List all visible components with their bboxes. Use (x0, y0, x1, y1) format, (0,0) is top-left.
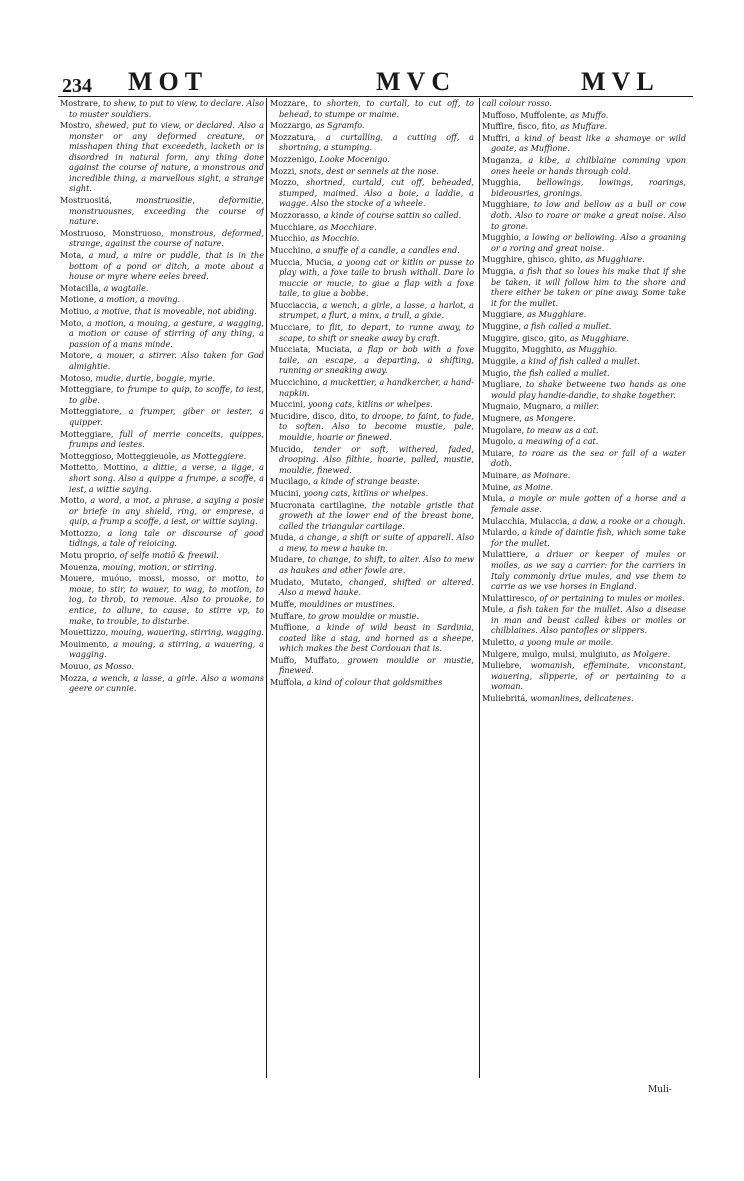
headword: Mulacchia, Mulaccia, (482, 515, 570, 526)
headword: Muffri, (482, 132, 511, 143)
dictionary-entry (60, 627, 264, 638)
dictionary-entry (270, 132, 474, 153)
definition: shortned, curtald, cut off, beheaded, stumped, maimed. Also a boie, a laddie, a wagge. Also the stocke of a wheele. (279, 177, 474, 209)
headword: Mule, (482, 604, 506, 615)
dictionary-entry (270, 622, 474, 654)
dictionary-entry (482, 637, 686, 648)
definition: to flit, to depart, to runne away, to scape, to shift or sneake away by craft. (279, 322, 474, 343)
definition: a flap or bob with a foxe taile, an escape, a departing, a shifting, running or sneaking away. (279, 344, 474, 376)
dictionary-entry (482, 379, 686, 400)
headword: Muganza, (482, 155, 523, 166)
headword: Mugghire, ghisco, ghito, (482, 254, 583, 265)
dictionary-entry (482, 604, 686, 636)
headword: Mostruoso, Monstruoso, (60, 227, 164, 238)
headword: Muffoso, Muffolente, (482, 109, 568, 120)
dictionary-entry (482, 660, 686, 692)
headword: Mugnere, (482, 413, 522, 423)
definition: as Muffare. (557, 121, 608, 132)
headword: Mucronata cartilagine, (270, 499, 367, 510)
header-center-guide-word: MVC (376, 67, 457, 96)
definition: bellowings, lowings, roarings, bideousries, gronings. (491, 177, 686, 198)
definition: a kind of colour that goldsmithes (304, 677, 443, 688)
dictionary-entry (270, 554, 474, 575)
dictionary-entry (60, 195, 264, 227)
definition: a fish taken for the mullet. Also a disease in man and beast called kibes or moiles or chilblaines. Also pantofles or slippers. (491, 604, 686, 636)
headword: Mugghia, (482, 177, 522, 188)
definition: shewed, put to view, or declared. Also a monster or any deformed creature, or misshapen thing that exceedeth, lacketh or is disordred in natural form, any thing done against the course of nature, a monstrous and incredible thing, a marvellous sight, a strange sight. (69, 120, 264, 194)
headword: Mucchio, (270, 233, 308, 244)
entry-columns (60, 98, 694, 1078)
dictionary-entry (482, 593, 686, 604)
dictionary-entry (60, 451, 264, 462)
dictionary-entry (60, 462, 264, 494)
definition: yoong cats, kitlins or whelpes. (305, 399, 433, 410)
headword: Mudare, (270, 554, 305, 565)
headword: Mugio, (482, 367, 511, 378)
headword: Mugliare, (482, 379, 522, 390)
definition: a kind of beast like a shamoye or wild goate, as Muffione. (491, 132, 686, 154)
headword: Motto, (60, 495, 88, 506)
definition: as Mocchio. (307, 233, 360, 244)
dictionary-entry (270, 411, 474, 443)
definition: a kinde of wild beast in Sardinia, coated like a stag, and horned as a sheepe, which makes the best Cordouan that is. (279, 622, 474, 654)
headword: Motteggiare, (60, 384, 114, 395)
dictionary-entry (60, 373, 264, 384)
headword: Mulardo, (482, 527, 520, 538)
headword: Mugolare, (482, 424, 525, 435)
headword: Muine, (482, 481, 511, 492)
dictionary-entry (60, 550, 264, 561)
dictionary-entry (482, 98, 686, 109)
definition: as Molgere. (619, 648, 671, 659)
definition: a kinde of course sattin so called. (321, 210, 462, 221)
dictionary-entry (482, 527, 686, 548)
dictionary-entry (270, 222, 474, 233)
definition: call colour rosso. (482, 98, 552, 108)
headword: Motacilla, (60, 282, 101, 293)
dictionary-entry (270, 177, 474, 209)
headword: Muccini, (270, 399, 306, 410)
headword: Mozzo, (270, 177, 300, 188)
dictionary-entry (270, 399, 474, 410)
dictionary-entry (270, 154, 474, 165)
headword: Muggito, Mugghito, (482, 344, 565, 355)
dictionary-entry (482, 232, 686, 253)
definition: a motive, that is moveable, not abiding. (91, 306, 257, 317)
definition: to shake betweene two hands as one would play handie-dandie, to shake together. (491, 379, 686, 400)
definition: to low and bellow as a bull or cow doth. Also to roare or make a great noise. Also to grone. (491, 199, 686, 231)
dictionary-entry (482, 254, 686, 265)
dictionary-entry (482, 516, 686, 527)
definition: tender or soft, withered, faded, drooping. Also filthie, hoarie, palled, mustie, mouldie, finewed. (279, 443, 474, 475)
definition: a daw, a rooke or a chough. (569, 515, 686, 526)
definition: mouing, wauering, stirring, wagging. (108, 627, 264, 638)
headword: Mudato, Mutato, (270, 576, 343, 587)
headword: Muggiare, (482, 309, 525, 320)
headword: Motu proprio, (60, 550, 118, 561)
headword: Mozzenigo, (270, 154, 317, 165)
dictionary-entry (270, 577, 474, 598)
dictionary-entry (482, 121, 686, 132)
dictionary-entry (482, 333, 686, 344)
headword: Mulattiere, (482, 549, 529, 560)
headword: Muggile, (482, 355, 519, 366)
definition: Looke Mocenigo. (316, 154, 390, 165)
definition: growen mouldie or mustie, finewed. (279, 654, 474, 676)
headword: Muffione, (270, 622, 310, 633)
headword: Mostrare, (60, 98, 101, 108)
running-header (58, 68, 693, 97)
headword: Mozza, (60, 672, 90, 683)
dictionary-entry (60, 228, 264, 249)
headword: Mouimento, (60, 638, 110, 649)
headword: Muggire, gisco, gito, (482, 332, 568, 343)
definition: a kinde of strange beaste. (310, 476, 420, 487)
definition: as Moine. (510, 481, 554, 492)
headword: Mucchino, (270, 244, 314, 255)
definition: a driuer or keeper of mules or moiles, as we say a carrier: for the carriers in Italy commonly driue mules, and vse them to carrie as we vse horses in England. (491, 549, 686, 592)
headword: Mottetto, Mottino, (60, 462, 139, 473)
headword: Mucido, (270, 443, 304, 454)
header-right-guide-word: MVL (581, 67, 660, 96)
dictionary-entry (60, 495, 264, 527)
definition: a word, a mot, a phrase, a saying a posie or briefe in any shield, ring, or emprese, a quip, a frump a scoffe, a iest, or wittie saying. (69, 495, 264, 527)
dictionary-entry (482, 368, 686, 379)
dictionary-entry (482, 401, 686, 412)
definition: a change, a shift or suite of apparell. Also a mew, to mew a hauke in. (279, 532, 474, 553)
headword: Muggia, (482, 266, 516, 277)
definition: of or pertaining to mules or moiles. (536, 592, 685, 603)
dictionary-entry (60, 120, 264, 194)
headword: Muffire, fisco, fito, (482, 121, 558, 132)
definition: to roare as the sea or fall of a water doth. (491, 447, 686, 469)
definition: a moyle or mule gotten of a horse and a female asse. (491, 493, 686, 514)
definition: the fish called a mullet. (510, 367, 610, 378)
headword: Mozzorasso, (270, 210, 322, 221)
headword: Mucchiare, (270, 221, 317, 232)
definition: a dittie, a verse, a iigge, a short song. Also a quippe a frumpe, a scoffe, a iest, a wittie saying. (69, 462, 264, 494)
dictionary-entry (270, 611, 474, 622)
headword: Mucini, (270, 487, 301, 498)
headword: Mulattiresco, (482, 592, 537, 603)
headword: Muccichino, (270, 376, 321, 387)
definition: a wench, a girle, a lasse, a harlot, a strumpet, a flurt, a minx, a trull, a gixie. (279, 299, 474, 321)
definition: monstrous, deformed, strange, against the course of nature. (69, 227, 264, 249)
headword: Muggine, (482, 320, 522, 331)
definition: to moue, to stir, to wauer, to wag, to motion, to iog, to throb, to remoue. Also to prouoke, to entice, to allure, to cause, to stirre vp, to make, to trouble, to disturbe. (69, 573, 264, 626)
dictionary-entry (270, 210, 474, 221)
dictionary-entry (482, 199, 686, 231)
headword: Mugghio, (482, 232, 522, 243)
definition: to change, to shift, to alter. Also to mew as haukes and other fowle are. (279, 554, 474, 576)
dictionary-entry (60, 573, 264, 626)
definition: womanlines, delicatenes. (527, 693, 634, 704)
headword: Muliebre, (482, 660, 522, 671)
dictionary-entry (482, 649, 686, 660)
definition: to droope, to faint, to fade, to soften. Also to become mustie, pale, mouldie, hoarie or finewed. (279, 410, 474, 442)
headword: Muliebritá, (482, 693, 528, 704)
dictionary-entry (482, 549, 686, 591)
dictionary-entry (60, 283, 264, 294)
headword: Mucidire, disco, dito, (270, 410, 359, 421)
dictionary-entry (60, 250, 264, 282)
definition: a yoong cat or kitlin or pusse to play with, a foxe taile to brush withall. Dare lo muccie or mucie, to giue a flap with a foxe taile, to giue a bobbe. (279, 256, 474, 299)
definition: a meawing of a cat. (515, 436, 599, 447)
dictionary-entry (270, 166, 474, 177)
definition: a mouer, a stirrer. Also taken for God almightie. (69, 350, 264, 371)
headword: Mucilago, (270, 476, 311, 487)
definition: monstruositie, deformitie, monstruousnes, exceeding the course of nature. (69, 195, 264, 227)
definition: a motion, a mouing, a gesture, a wagging, a motion or cause of stirring of any thing, a passion of a mans minde. (69, 317, 264, 349)
definition: as Mocchiare. (316, 221, 377, 232)
dictionary-entry (60, 562, 264, 573)
definition: a mud, a mire or puddle, that is in the bottom of a pond or ditch, a mote about a house or myre where eeles breed. (69, 250, 264, 282)
definition: yoong cats, kitlins or whelpes. (301, 487, 429, 498)
definition: a kinde of daintie fish, which some take for the mullet. (491, 527, 686, 548)
definition: a muckettier, a handkercher, a hand-napkin. (279, 376, 474, 398)
headword: Motione, (60, 294, 97, 305)
definition: a long tale or discourse of good tidings, a tale of reioicing. (69, 527, 264, 549)
headword: Muffo, Muffato, (270, 654, 340, 665)
dictionary-entry (270, 98, 474, 119)
dictionary-entry (482, 321, 686, 332)
headword: Mozzare, (270, 98, 308, 108)
headword: Muda, (270, 532, 297, 543)
definition: a fish called a mullet. (521, 320, 612, 331)
headword: Muinare, (482, 470, 520, 481)
dictionary-entry (60, 294, 264, 305)
column-2 (270, 98, 474, 1078)
dictionary-entry (60, 661, 264, 672)
dictionary-entry (482, 482, 686, 493)
dictionary-entry (482, 356, 686, 367)
headword: Mozzargo, (270, 120, 314, 131)
headword: Mouuo, (60, 661, 92, 672)
headword: Motoso, (60, 372, 93, 383)
headword: Muiare, (482, 447, 515, 458)
definition: to shew, to put to view, to declare. Also to muster souldiers. (69, 98, 264, 119)
headword: Mouere, muóuo, mossi, mosso, or motto, (60, 573, 249, 584)
dictionary-entry (60, 384, 264, 405)
headword: Motore, (60, 350, 93, 361)
headword: Mucciare, (270, 322, 312, 333)
definition: a wagtaile. (100, 282, 149, 293)
dictionary-entry (60, 528, 264, 549)
headword: Moto, (60, 317, 84, 328)
dictionary-entry (482, 693, 686, 704)
column-3 (482, 98, 686, 1078)
dictionary-entry (482, 493, 686, 514)
dictionary-entry (270, 377, 474, 398)
dictionary-entry (270, 300, 474, 321)
dictionary-entry (482, 110, 686, 121)
definition: the notable gristle that groweth at the lower end of the breast bone, called the triangular cartilage. (279, 499, 474, 531)
header-left-guide-word: MOT (128, 67, 209, 96)
dictionary-entry (482, 155, 686, 176)
headword: Muffe, (270, 598, 297, 609)
definition: mouing, motion, or stirring. (100, 561, 217, 572)
dictionary-entry (270, 488, 474, 499)
dictionary-entry (270, 599, 474, 610)
headword: Mouenza, (60, 561, 101, 572)
dictionary-entry (270, 233, 474, 244)
definition: as Motteggiere. (178, 450, 247, 461)
definition: as Moinare. (519, 470, 571, 481)
definition: a yoong mule or moile. (516, 637, 614, 648)
dictionary-entry (270, 257, 474, 299)
definition: as Mongere. (521, 413, 576, 423)
dictionary-entry (270, 322, 474, 343)
definition: as Mosso. (91, 661, 134, 672)
definition: mudie, durtie, boggie, myrie. (92, 372, 216, 383)
headword: Mouettizzo, (60, 627, 109, 638)
dictionary-entry (482, 309, 686, 320)
headword: Muffare, (270, 610, 306, 621)
headword: Motiuo, (60, 306, 92, 317)
definition: a snuffe of a candle, a candles end. (313, 244, 460, 255)
definition: of selfe motiō & freewil. (117, 550, 219, 561)
definition: as Mugghiare. (567, 332, 630, 343)
dictionary-entry (270, 245, 474, 256)
definition: a lowing or bellowing. Also a groaning or a roring and great noise. (491, 232, 686, 253)
headword: Motteggioso, Motteggieuole, (60, 450, 179, 461)
column-1 (60, 98, 264, 1078)
dictionary-entry (270, 344, 474, 376)
definition: a mouing, a stirring, a wauering, a wagging. (69, 638, 264, 660)
definition: changed, shifted or altered. Also a mewd hauke. (279, 576, 474, 598)
definition: to shorten, to curtall, to cut off, to behead, to stumpe or maime. (279, 98, 474, 119)
dictionary-entry (60, 350, 264, 371)
headword: Mugnaio, Mugnaro, (482, 401, 564, 412)
headword: Motteggiatore, (60, 406, 122, 417)
dictionary-entry (482, 470, 686, 481)
headword: Mugghiare, (482, 199, 530, 210)
definition: a miller. (563, 401, 600, 412)
headword: Mucciaccia, (270, 299, 320, 310)
catchword: Muli- (648, 1085, 672, 1095)
headword: Mozzatura, (270, 131, 317, 142)
headword: Muffola, (270, 677, 305, 688)
dictionary-entry (270, 476, 474, 487)
definition: snots, dest or sennels at the nose. (296, 165, 440, 176)
headword: Mucciata, Muciata, (270, 344, 353, 355)
headword: Motteggiare, (60, 428, 114, 439)
headword: Mostruositá, (60, 195, 112, 206)
definition: a wench, a lasse, a girle. Also a womans geere or cunnie. (69, 672, 264, 694)
dictionary-entry (482, 425, 686, 436)
dictionary-entry (270, 655, 474, 676)
definition: as Mugghiare. (582, 254, 645, 265)
definition: womanish, effeminate, vnconstant, wauering, slipperie, of or pertaining to a woman. (491, 660, 686, 692)
dictionary-entry (270, 444, 474, 476)
headword: Mulgere, mulgo, mulsi, mulgiuto, (482, 648, 620, 659)
dictionary-entry (60, 639, 264, 660)
dictionary-entry (270, 677, 474, 688)
definition: as Muffo. (567, 109, 609, 120)
dictionary-entry (482, 413, 686, 424)
dictionary-entry (482, 436, 686, 447)
dictionary-entry (60, 306, 264, 317)
definition: to grow mouldie or mustie. (305, 610, 420, 621)
headword: Mottozzo, (60, 527, 101, 538)
dictionary-entry (270, 120, 474, 131)
dictionary-entry (60, 98, 264, 119)
definition: mouldines or mustines. (296, 598, 395, 609)
definition: as Mugghiare. (524, 309, 587, 320)
headword: Muletto, (482, 637, 517, 648)
definition: a kibe, a chilblaine comming vpon ones heele or hands through cold. (491, 155, 686, 176)
dictionary-entry (482, 344, 686, 355)
headword: Mostro, (60, 120, 92, 131)
headword: Muccia, Mucia, (270, 256, 335, 267)
definition: a curtalling, a cutting off, a shortning, a stumping. (279, 131, 474, 153)
dictionary-entry (60, 673, 264, 694)
dictionary-entry (482, 177, 686, 198)
headword: Mula, (482, 493, 506, 504)
dictionary-entry (60, 429, 264, 450)
dictionary-entry (60, 406, 264, 427)
dictionary-entry (270, 532, 474, 553)
definition: a kind of fish called a mullet. (518, 355, 640, 366)
headword: Mugolo, (482, 436, 516, 447)
dictionary-entry (482, 133, 686, 154)
dictionary-entry (482, 266, 686, 308)
definition: a frumper, giber or iester, a quipper. (69, 406, 264, 427)
definition: a motion, a moving. (96, 294, 181, 305)
page-number: 234 (62, 75, 92, 97)
headword: Mota, (60, 250, 84, 261)
definition: to frumpe to quip, to scoffe, to iest, to gibe. (69, 384, 264, 405)
definition: a fish that so loues his make that if she be taken, it will follow him to the shore and there either be taken or pine away. Some take it for the mullet. (491, 266, 686, 308)
dictionary-entry (270, 500, 474, 532)
definition: full of merrie conceits, quippes, frumps and iestes. (69, 428, 264, 450)
dictionary-entry (60, 318, 264, 350)
definition: as Mugghio. (564, 344, 618, 355)
dictionary-entry (482, 448, 686, 469)
definition: as Sgramfo. (313, 120, 365, 131)
headword: Mozzi, (270, 165, 297, 176)
definition: to meaw as a cat. (524, 424, 599, 435)
